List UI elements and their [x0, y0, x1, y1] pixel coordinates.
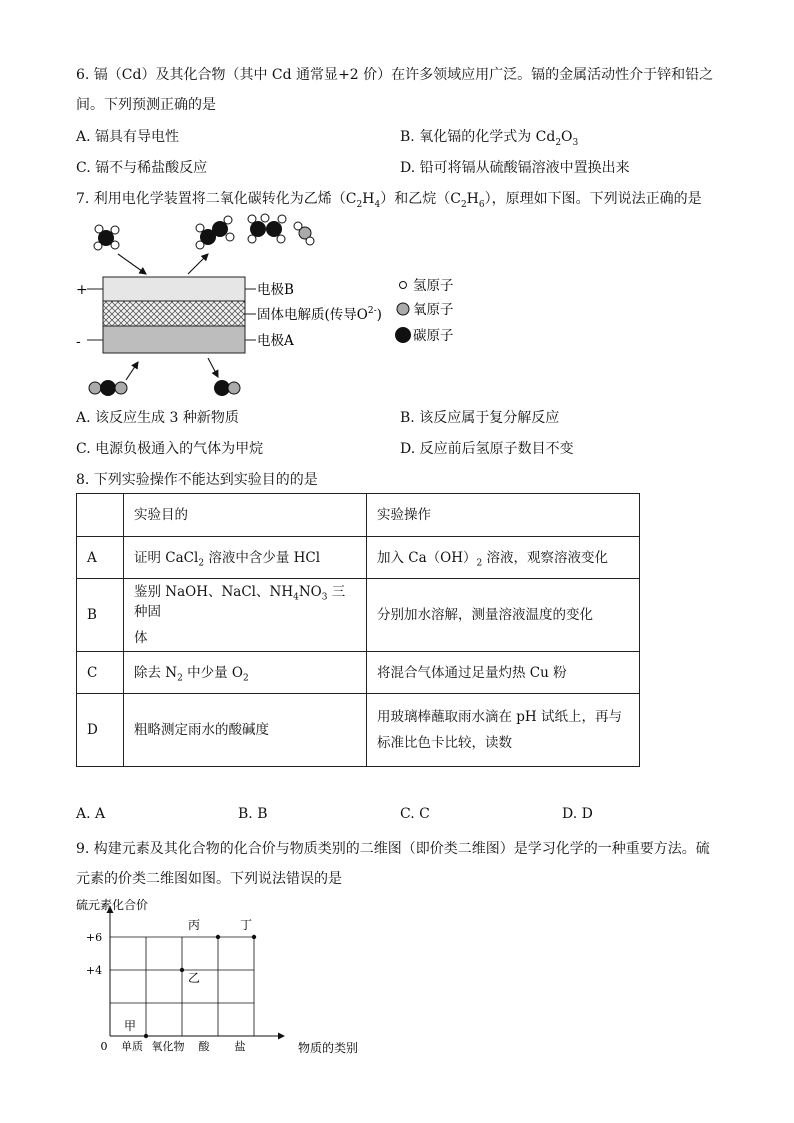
q8-option-a[interactable]: A. A	[76, 806, 106, 822]
q8-option-c[interactable]: C. C	[400, 806, 430, 822]
carbon-legend-icon	[395, 327, 411, 343]
table-header-row	[77, 494, 640, 537]
row-label: A	[77, 537, 124, 579]
q8-stem: 8. 下列实验操作不能达到实验目的的是	[76, 472, 318, 488]
operation-cell: 分别加水溶解，测量溶液温度的变化	[367, 579, 640, 652]
experiment-table	[76, 493, 640, 767]
table-header-cell	[77, 494, 124, 537]
point-label: 乙	[188, 971, 201, 985]
point-label: 丙	[188, 918, 201, 932]
q7-option-a[interactable]: A. 该反应生成 3 种新物质	[76, 410, 239, 426]
electrode-a-layer	[103, 326, 245, 353]
q6-stem-line1: 6. 镉（Cd）及其化合物（其中 Cd 通常显+2 价）在许多领域应用广泛。镉的金属活动性介于锌和铅之	[76, 67, 714, 83]
hydrogen-legend-icon	[400, 282, 407, 289]
q7-option-b[interactable]: B. 该反应属于复分解反应	[400, 410, 560, 426]
row-label: B	[77, 579, 124, 652]
q6-option-b[interactable]: B. 氧化镉的化学式为 $Cd_2O_3$	[400, 129, 579, 148]
table-header-cell: 实验目的	[124, 494, 367, 537]
y-tick-label: +6	[85, 931, 103, 944]
co2-molecule-bottom	[89, 380, 127, 396]
x-tick-label: 酸	[198, 1040, 210, 1053]
q7-stem: 7. 利用电化学装置将二氧化碳转化为乙烯$(C_2H_4)$和乙烷$(C_2H_6)$，原理如下图。下列说法正确的是	[76, 191, 702, 210]
chart-point	[252, 935, 256, 939]
q6-option-d[interactable]: D. 铅可将镉从硫酸镉溶液中置换出来	[400, 160, 630, 176]
table-row	[77, 537, 640, 579]
water-molecule	[294, 222, 314, 245]
electrode-b-label: 电极B	[257, 282, 294, 298]
goal-cell: 鉴别 NaOH、NaCl、$NH_4NO_3$ 三种固 体	[124, 579, 367, 652]
table-row	[77, 652, 640, 694]
x-tick-label: 单质	[121, 1040, 143, 1053]
chart-x-label: 物质的类别	[298, 1041, 359, 1055]
oxygen-legend-icon	[397, 303, 409, 315]
legend-carbon: 碳原子	[413, 328, 454, 344]
solid-electrolyte-layer	[103, 301, 245, 326]
x-tick-label: 盐	[234, 1040, 246, 1053]
q9-stem-line1: 9. 构建元素及其化合物的化合价与物质类别的二维图（即价类二维图）是学习化学的一种重要方法。硫	[76, 841, 710, 857]
chart-point	[144, 1034, 148, 1038]
electrolyte-label: 固体电解质(传导$O^{2-}$)	[257, 306, 382, 323]
table-header-cell: 实验操作	[367, 494, 640, 537]
q8-option-d[interactable]: D. D	[562, 806, 593, 822]
ethylene-molecule	[196, 216, 234, 249]
row-label: D	[77, 694, 124, 767]
legend-hydrogen: 氢原子	[413, 278, 454, 294]
q6-stem-line2: 间。下列预测正确的是	[76, 97, 216, 113]
operation-cell: 用玻璃棒蘸取雨水滴在 pH 试纸上，再与 标准比色卡比较，读数	[367, 694, 640, 767]
goal-cell: 证明 CaCl$_2$ 溶液中含少量 HCl	[124, 537, 367, 579]
y-tick-label: 0	[100, 1040, 108, 1053]
sulfur-valence-chart	[70, 893, 359, 1063]
chart-point	[180, 968, 184, 972]
ethane-molecule	[248, 214, 286, 243]
plus-sign: +	[76, 282, 88, 298]
co-molecule-bottom	[214, 380, 240, 396]
electrode-b-layer	[103, 277, 245, 301]
row-label: C	[77, 652, 124, 694]
legend-oxygen: 氧原子	[413, 302, 454, 318]
chart-point	[216, 935, 220, 939]
point-label: 丁	[240, 918, 253, 932]
legend	[395, 278, 454, 344]
methane-molecule-top	[94, 225, 119, 250]
chart-y-label: 硫元素化合价	[76, 898, 149, 912]
electrode-a-label: 电极A	[257, 333, 294, 349]
operation-cell: 加入 $Ca(OH)_2$ 溶液，观察溶液变化	[367, 537, 640, 579]
operation-cell: 将混合气体通过足量灼热 Cu 粉	[367, 652, 640, 694]
x-tick-label: 氧化物	[151, 1040, 185, 1053]
goal-cell: 除去 $N_2$ 中少量 $O_2$	[124, 652, 367, 694]
table-row	[77, 579, 640, 652]
q6-option-a[interactable]: A. 镉具有导电性	[76, 129, 180, 145]
q6-option-c[interactable]: C. 镉不与稀盐酸反应	[76, 160, 208, 176]
q7-option-c[interactable]: C. 电源负极通入的气体为甲烷	[76, 441, 264, 457]
point-label: 甲	[124, 1019, 137, 1033]
table-row	[77, 694, 640, 767]
q9-stem-line2: 元素的价类二维图如图。下列说法错误的是	[76, 871, 342, 887]
goal-cell: 粗略测定雨水的酸碱度	[124, 694, 367, 767]
electrochem-diagram	[70, 212, 490, 402]
q7-option-d[interactable]: D. 反应前后氢原子数目不变	[400, 441, 574, 457]
y-tick-label: +4	[85, 964, 103, 977]
q8-option-b[interactable]: B. B	[238, 806, 268, 822]
minus-sign: -	[76, 334, 81, 350]
